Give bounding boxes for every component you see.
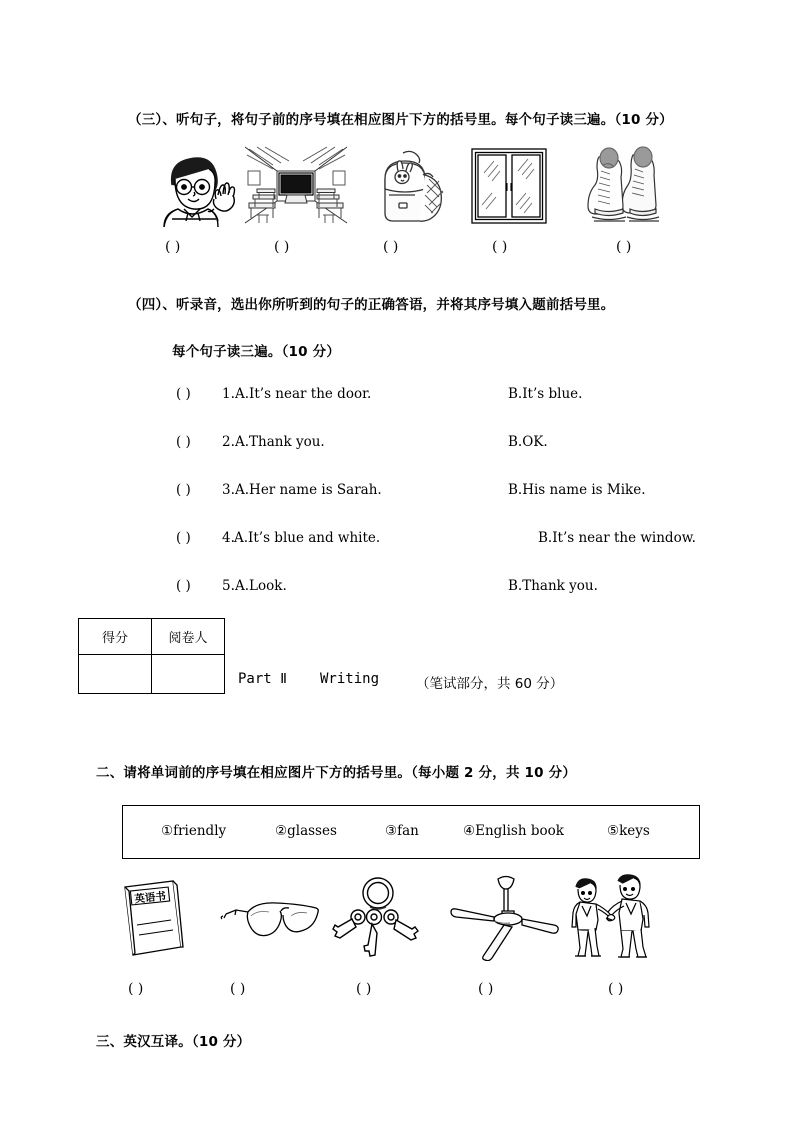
section-four-heading-line1: （四）、听录音，选出你所听到的句子的正确答语，并将其序号填入题前括号里。 [128,297,615,313]
word-bank-item-3[interactable] [385,823,419,839]
word-bank-num-3: ③ [385,823,398,839]
section-three-written-heading: 三、英汉互译。（10 分） [96,1034,251,1050]
word-bank-num-2: ② [275,823,288,839]
picture-boy-waving [150,145,238,227]
choice-option-b-4[interactable]: B.It’s near the window. [538,530,696,546]
picture-keys [330,873,420,961]
choice-slot-1[interactable]: ( ) [176,386,191,402]
picture-english-book [113,873,195,961]
word-bank-label-3: fan [397,823,419,839]
word-bank-label-2: glasses [287,823,337,839]
choice-option-b-1[interactable]: B.It’s blue. [508,386,583,402]
score-table [78,618,225,694]
choice-option-a-3[interactable]: A.Her name is Sarah. [235,482,382,498]
choice-slot-3[interactable]: ( ) [176,482,191,498]
choice-option-b-2[interactable]: B.OK. [508,434,548,450]
picture-friends-shaking-hands [562,873,654,961]
word-bank-box [122,805,700,859]
marker-value-cell[interactable] [152,655,225,694]
picture-ceiling-fan [450,873,560,961]
word-bank-num-1: ① [161,823,174,839]
word-bank-label-5: keys [619,823,650,839]
table-row-header [79,619,225,655]
word-bank-item-4[interactable] [463,823,564,839]
answer-slot-3-5[interactable]: ( ) [616,239,632,255]
word-bank-label-1: friendly [173,823,227,839]
section-three-heading: （三）、听句子，将句子前的序号填在相应图片下方的括号里。每个句子读三遍。（10 分） [128,112,673,128]
answer-slot-2-3[interactable]: ( ) [356,981,372,997]
answer-slot-3-4[interactable]: ( ) [492,239,508,255]
score-value-cell[interactable] [79,655,152,694]
marker-header-cell: 阅卷人 [152,619,225,655]
answer-slot-2-5[interactable]: ( ) [608,981,624,997]
choice-slot-5[interactable]: ( ) [176,578,191,594]
picture-glasses [215,888,325,948]
choice-number-4: 4. [222,530,235,546]
answer-slot-3-1[interactable]: ( ) [165,239,181,255]
part-two-title: Writing [320,671,380,687]
word-bank-num-4: ④ [463,823,476,839]
answer-slot-3-3[interactable]: ( ) [383,239,399,255]
word-bank-item-1[interactable] [161,823,226,839]
answer-slot-2-1[interactable]: ( ) [128,981,144,997]
word-bank-num-5: ⑤ [607,823,620,839]
answer-slot-2-2[interactable]: ( ) [230,981,246,997]
picture-skates [575,145,675,227]
choice-option-b-5[interactable]: B.Thank you. [508,578,598,594]
word-bank-label-4: English book [475,823,564,839]
picture-classroom [243,145,349,227]
word-bank-item-2[interactable] [275,823,337,839]
choice-option-a-5[interactable]: A.Look. [235,578,287,594]
choice-number-3: 3. [222,482,235,498]
choice-option-a-2[interactable]: A.Thank you. [235,434,325,450]
answer-slot-2-4[interactable]: ( ) [478,981,494,997]
choice-number-1: 1. [222,386,235,402]
part-two-note: （笔试部分，共 60 分） [416,676,564,692]
section-four-heading-line2: 每个句子读三遍。（10 分） [172,344,341,360]
choice-slot-2[interactable]: ( ) [176,434,191,450]
choice-slot-4[interactable]: ( ) [176,530,191,546]
word-bank-item-5[interactable] [607,823,650,839]
picture-window [470,147,548,225]
section-two-heading: 二、请将单词前的序号填在相应图片下方的括号里。（每小题 2 分，共 10 分） [96,765,577,781]
choice-number-2: 2. [222,434,235,450]
score-header-cell: 得分 [79,619,152,655]
choice-option-b-3[interactable]: B.His name is Mike. [508,482,646,498]
english-book-cover-text: 英语书 [133,890,167,906]
choice-number-5: 5. [222,578,235,594]
part-two-label: Part Ⅱ [238,671,288,687]
answer-slot-3-2[interactable]: ( ) [274,239,290,255]
table-row-values [79,655,225,694]
picture-schoolbag [375,145,455,227]
choice-option-a-4[interactable]: A.It’s blue and white. [234,530,381,546]
choice-option-a-1[interactable]: A.It’s near the door. [235,386,372,402]
